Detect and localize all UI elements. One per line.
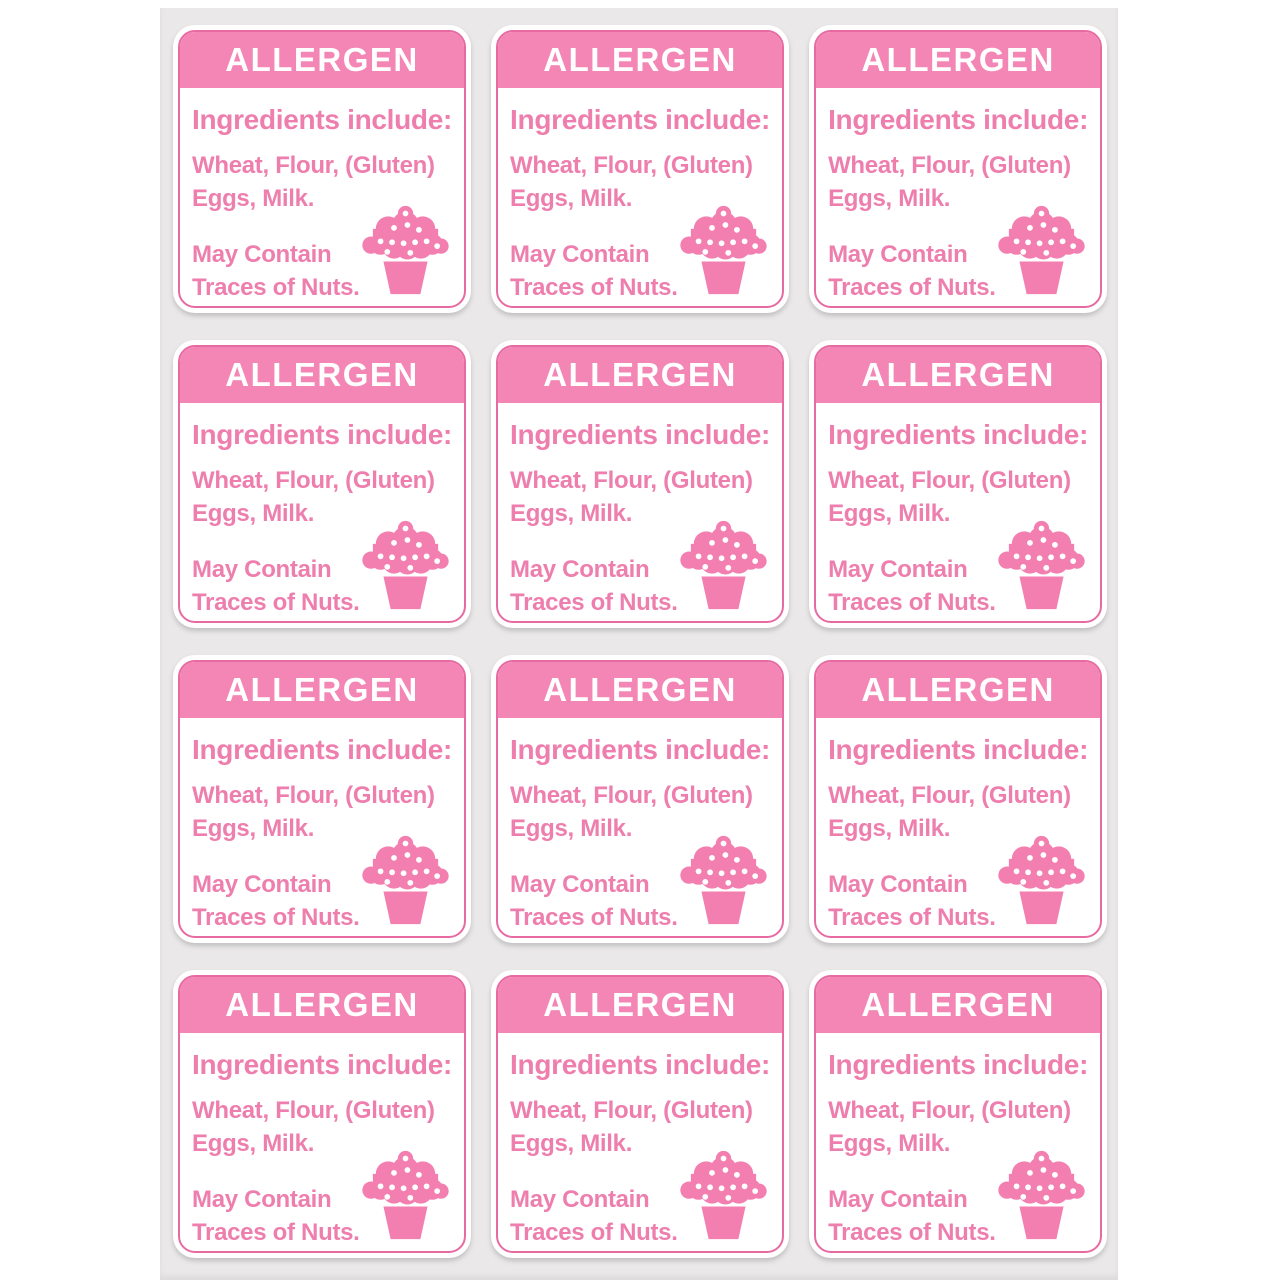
label-border (178, 30, 466, 308)
label-title: ALLERGEN (543, 355, 737, 393)
cupcake-icon (357, 832, 454, 926)
label-header (180, 347, 464, 403)
ingredients-line-2: Eggs, Milk. (510, 185, 633, 212)
allergen-label (491, 340, 789, 628)
ingredients-heading: Ingredients include: (192, 104, 453, 135)
ingredients-line-1: Wheat, Flour, (Gluten) (510, 467, 753, 494)
warning-line-2: Traces of Nuts. (510, 274, 678, 301)
ingredients-line-2: Eggs, Milk. (510, 1130, 633, 1157)
ingredients-line-2: Eggs, Milk. (510, 815, 633, 842)
ingredients-heading: Ingredients include: (192, 1049, 453, 1080)
label-border (178, 345, 466, 623)
ingredients-line-1: Wheat, Flour, (Gluten) (510, 152, 753, 179)
label-header (180, 662, 464, 718)
label-border (814, 345, 1102, 623)
label-body (498, 718, 782, 936)
ingredients-line-2: Eggs, Milk. (192, 500, 315, 527)
label-body (180, 1033, 464, 1251)
allergen-label (491, 25, 789, 313)
warning-line-1: May Contain (510, 241, 650, 268)
allergen-label (491, 655, 789, 943)
label-body (180, 718, 464, 936)
allergen-label (809, 340, 1107, 628)
warning-line-1: May Contain (828, 241, 968, 268)
label-title: ALLERGEN (861, 985, 1055, 1023)
label-header (180, 32, 464, 88)
ingredients-heading: Ingredients include: (828, 1049, 1089, 1080)
ingredients-heading: Ingredients include: (510, 104, 771, 135)
ingredients-line-1: Wheat, Flour, (Gluten) (192, 152, 435, 179)
ingredients-line-1: Wheat, Flour, (Gluten) (192, 782, 435, 809)
ingredients-heading: Ingredients include: (510, 419, 771, 450)
cupcake-icon (675, 517, 772, 611)
ingredients-line-2: Eggs, Milk. (192, 1130, 315, 1157)
warning-line-1: May Contain (192, 1186, 332, 1213)
ingredients-line-1: Wheat, Flour, (Gluten) (192, 1097, 435, 1124)
label-body (498, 403, 782, 621)
cupcake-icon (993, 1147, 1090, 1241)
label-border (496, 345, 784, 623)
label-body (180, 88, 464, 306)
label-body (816, 88, 1100, 306)
label-body (498, 88, 782, 306)
warning-line-2: Traces of Nuts. (828, 589, 996, 616)
label-border (496, 660, 784, 938)
label-border (496, 975, 784, 1253)
ingredients-line-2: Eggs, Milk. (828, 815, 951, 842)
ingredients-line-1: Wheat, Flour, (Gluten) (510, 1097, 753, 1124)
warning-line-1: May Contain (510, 1186, 650, 1213)
label-header (498, 32, 782, 88)
label-header (816, 32, 1100, 88)
cupcake-icon (357, 517, 454, 611)
label-title: ALLERGEN (225, 985, 419, 1023)
label-title: ALLERGEN (543, 985, 737, 1023)
cupcake-icon (993, 832, 1090, 926)
allergen-label (809, 655, 1107, 943)
warning-line-1: May Contain (192, 871, 332, 898)
warning-line-2: Traces of Nuts. (192, 589, 360, 616)
warning-line-2: Traces of Nuts. (510, 589, 678, 616)
allergen-label (173, 970, 471, 1258)
cupcake-icon (993, 517, 1090, 611)
cupcake-icon (675, 832, 772, 926)
warning-line-1: May Contain (192, 241, 332, 268)
label-header (816, 977, 1100, 1033)
ingredients-line-2: Eggs, Milk. (192, 815, 315, 842)
label-body (816, 718, 1100, 936)
ingredients-heading: Ingredients include: (192, 419, 453, 450)
ingredients-line-2: Eggs, Milk. (828, 1130, 951, 1157)
warning-line-2: Traces of Nuts. (192, 274, 360, 301)
label-body (498, 1033, 782, 1251)
warning-line-2: Traces of Nuts. (510, 904, 678, 931)
label-border (178, 660, 466, 938)
ingredients-heading: Ingredients include: (828, 734, 1089, 765)
label-body (816, 403, 1100, 621)
warning-line-1: May Contain (828, 556, 968, 583)
allergen-label (173, 340, 471, 628)
warning-line-1: May Contain (510, 871, 650, 898)
label-title: ALLERGEN (543, 670, 737, 708)
allergen-label (491, 970, 789, 1258)
label-header (498, 662, 782, 718)
warning-line-2: Traces of Nuts. (828, 1219, 996, 1246)
label-title: ALLERGEN (225, 355, 419, 393)
label-body (180, 403, 464, 621)
ingredients-line-1: Wheat, Flour, (Gluten) (510, 782, 753, 809)
allergen-label (809, 970, 1107, 1258)
sticker-sheet (160, 8, 1118, 1280)
cupcake-icon (993, 202, 1090, 296)
label-border (814, 975, 1102, 1253)
cupcake-icon (357, 202, 454, 296)
label-header (816, 347, 1100, 403)
warning-line-2: Traces of Nuts. (828, 904, 996, 931)
ingredients-line-2: Eggs, Milk. (192, 185, 315, 212)
ingredients-heading: Ingredients include: (192, 734, 453, 765)
label-title: ALLERGEN (861, 355, 1055, 393)
label-border (814, 30, 1102, 308)
warning-line-1: May Contain (828, 871, 968, 898)
label-title: ALLERGEN (225, 670, 419, 708)
label-title: ALLERGEN (543, 40, 737, 78)
label-border (496, 30, 784, 308)
ingredients-line-1: Wheat, Flour, (Gluten) (828, 467, 1071, 494)
ingredients-line-1: Wheat, Flour, (Gluten) (828, 782, 1071, 809)
label-body (816, 1033, 1100, 1251)
warning-line-1: May Contain (828, 1186, 968, 1213)
warning-line-1: May Contain (510, 556, 650, 583)
label-header (498, 977, 782, 1033)
warning-line-2: Traces of Nuts. (192, 904, 360, 931)
warning-line-2: Traces of Nuts. (192, 1219, 360, 1246)
ingredients-heading: Ingredients include: (828, 104, 1089, 135)
allergen-label (173, 25, 471, 313)
cupcake-icon (675, 1147, 772, 1241)
label-border (178, 975, 466, 1253)
warning-line-2: Traces of Nuts. (828, 274, 996, 301)
cupcake-icon (675, 202, 772, 296)
ingredients-line-2: Eggs, Milk. (510, 500, 633, 527)
label-border (814, 660, 1102, 938)
label-header (816, 662, 1100, 718)
label-header (498, 347, 782, 403)
warning-line-2: Traces of Nuts. (510, 1219, 678, 1246)
ingredients-line-1: Wheat, Flour, (Gluten) (192, 467, 435, 494)
ingredients-heading: Ingredients include: (510, 734, 771, 765)
warning-line-1: May Contain (192, 556, 332, 583)
label-title: ALLERGEN (225, 40, 419, 78)
label-title: ALLERGEN (861, 40, 1055, 78)
ingredients-heading: Ingredients include: (510, 1049, 771, 1080)
cupcake-icon (357, 1147, 454, 1241)
ingredients-line-2: Eggs, Milk. (828, 500, 951, 527)
ingredients-line-2: Eggs, Milk. (828, 185, 951, 212)
ingredients-line-1: Wheat, Flour, (Gluten) (828, 152, 1071, 179)
label-header (180, 977, 464, 1033)
allergen-label (173, 655, 471, 943)
allergen-label (809, 25, 1107, 313)
ingredients-line-1: Wheat, Flour, (Gluten) (828, 1097, 1071, 1124)
label-title: ALLERGEN (861, 670, 1055, 708)
ingredients-heading: Ingredients include: (828, 419, 1089, 450)
